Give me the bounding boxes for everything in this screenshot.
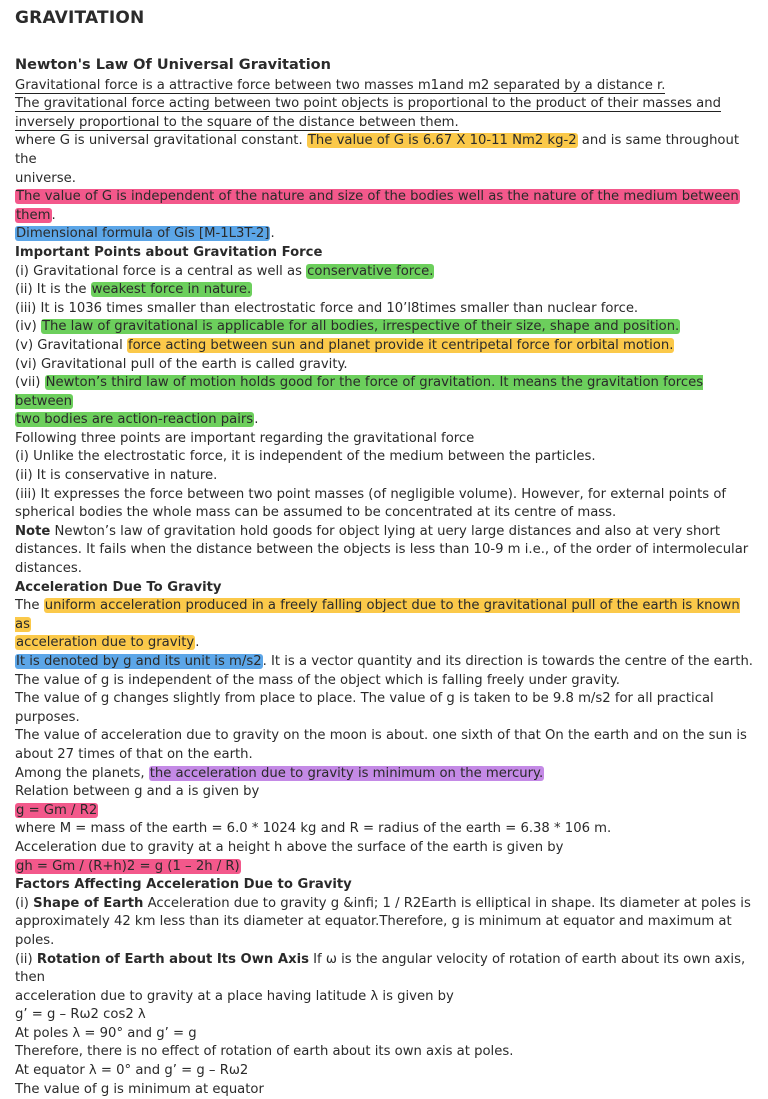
list-item bbox=[15, 263, 753, 282]
paragraph-line bbox=[15, 114, 753, 133]
paragraph-line: purposes. bbox=[15, 709, 80, 725]
text: (ii) It is the bbox=[15, 282, 91, 298]
formula-line bbox=[15, 802, 753, 821]
text: (ii) bbox=[15, 951, 37, 967]
paragraph-line: The value of g is minimum at equator bbox=[15, 1081, 264, 1097]
underlined-text: inversely proportional to the square of the distance between them. bbox=[15, 114, 459, 130]
paragraph-line bbox=[15, 653, 753, 672]
paragraph-line bbox=[15, 132, 753, 169]
text: Among the planets, bbox=[15, 765, 149, 781]
note-label: Note bbox=[15, 523, 51, 539]
list-item: (ii) It is conservative in nature. bbox=[15, 468, 218, 484]
paragraph-line: The value of g changes slightly from place to place. The value of g is taken to be 9.8 m/s2 for all practical bbox=[15, 691, 714, 707]
list-item: (iii) It is 1036 times smaller than electrostatic force and 10’l8times smaller than nuclear force. bbox=[15, 300, 639, 316]
section-heading-important-points: Important Points about Gravitation Force bbox=[15, 244, 323, 260]
paragraph-line bbox=[15, 225, 753, 244]
highlight-pink: them bbox=[16, 207, 51, 223]
highlight-blue: It is denoted by g and its unit is m/s2 bbox=[16, 654, 262, 669]
text: where G is universal gravitational constant. bbox=[15, 133, 307, 149]
paragraph-line bbox=[15, 77, 753, 96]
list-item bbox=[15, 337, 753, 356]
text: and is same throughout the bbox=[15, 133, 740, 167]
paragraph-line: At equator λ = 0° and g’ = g – Rω2 bbox=[15, 1063, 249, 1079]
text: . bbox=[270, 226, 275, 242]
highlight-yellow: acceleration due to gravity bbox=[16, 635, 195, 651]
page-title: GRAVITATION bbox=[15, 8, 145, 28]
highlight-yellow: uniform acceleration produced in a freely falling object due to the gravitational pull of the earth is known as bbox=[15, 598, 740, 632]
text: . It is a vector quantity and its direction is towards the centre of the earth. bbox=[262, 654, 753, 669]
paragraph-line: Relation between g and a is given by bbox=[15, 784, 260, 800]
list-item bbox=[15, 895, 753, 914]
highlight-yellow: The value of G is 6.67 X 10-11 Nm2 kg-2 bbox=[307, 133, 577, 149]
highlight-blue: Dimensional formula of Gis [M-1L3T-2] bbox=[16, 226, 270, 242]
paragraph-line bbox=[15, 188, 753, 207]
paragraph-line: Acceleration due to gravity at a height h above the surface of the earth is given by bbox=[15, 839, 564, 855]
list-item: (vi) Gravitational pull of the earth is called gravity. bbox=[15, 356, 348, 372]
text: (iv) bbox=[15, 319, 41, 335]
text: The bbox=[15, 598, 44, 614]
paragraph-line bbox=[15, 634, 753, 653]
formula-line: g’ = g – Rω2 cos2 λ bbox=[15, 1007, 146, 1023]
list-item: (i) Unlike the electrostatic force, it is independent of the medium between the particles. bbox=[15, 449, 596, 465]
highlight-pink: The value of G is independent of the nature and size of the bodies well as the nature of the medium between bbox=[16, 189, 739, 205]
paragraph-line: Therefore, there is no effect of rotation of earth about its own axis at poles. bbox=[15, 1044, 514, 1060]
formula-gh-highlight: gh = Gm / (R+h)2 = g (1 – 2h / R) bbox=[16, 858, 240, 874]
note-line: distances. bbox=[15, 561, 82, 577]
section-heading-newtons-law: Newton's Law Of Universal Gravitation bbox=[15, 57, 331, 73]
list-item bbox=[15, 411, 753, 430]
list-item bbox=[15, 318, 753, 337]
formula-g-highlight: g = Gm / R2 bbox=[16, 802, 98, 818]
highlight-green: conservative force. bbox=[307, 263, 434, 279]
text: . bbox=[195, 635, 200, 651]
highlight-green: Newton’s third law of motion holds good for the force of gravitation. It means the gravitation forces between bbox=[15, 375, 704, 409]
paragraph-line: At poles λ = 90° and g’ = g bbox=[15, 1025, 197, 1041]
list-item bbox=[15, 951, 753, 988]
highlight-purple: the acceleration due to gravity is minimum on the mercury. bbox=[149, 765, 544, 781]
list-item bbox=[15, 281, 753, 300]
highlight-green: two bodies are action-reaction pairs bbox=[16, 412, 254, 428]
underlined-text: Gravitational force is a attractive force between two masses m1and m2 separated by a distance r. bbox=[15, 77, 666, 93]
bold-term: Rotation of Earth about Its Own Axis bbox=[36, 951, 309, 967]
paragraph-line: universe. bbox=[15, 170, 76, 186]
text: (i) bbox=[15, 895, 34, 911]
paragraph-line: The value of acceleration due to gravity on the moon is about. one sixth of that On the earth and on the sun is bbox=[15, 728, 747, 744]
paragraph-line bbox=[15, 597, 753, 634]
note-line bbox=[15, 523, 753, 542]
text: (v) Gravitational bbox=[15, 337, 127, 353]
highlight-green: The law of gravitational is applicable for all bodies, irrespective of their size, shape and position. bbox=[41, 319, 680, 335]
paragraph-line: where M = mass of the earth = 6.0 * 1024 kg and R = radius of the earth = 6.38 * 106 m. bbox=[15, 821, 612, 837]
list-item: approximately 42 km less than its diameter at equator.Therefore, g is minimum at equator and maximum at poles. bbox=[15, 914, 732, 948]
list-item: spherical bodies the whole mass can be assumed to be concentrated at its centre of mass. bbox=[15, 505, 617, 521]
highlight-green: weakest force in nature. bbox=[91, 282, 252, 298]
list-item: (iii) It expresses the force between two point masses (of negligible volume). However, for external points of bbox=[15, 486, 727, 502]
paragraph-line: Following three points are important regarding the gravitational force bbox=[15, 430, 475, 446]
text: . bbox=[51, 207, 56, 223]
bold-term: Shape of Earth bbox=[33, 895, 144, 911]
list-item: acceleration due to gravity at a place having latitude λ is given by bbox=[15, 988, 454, 1004]
text: Newton’s law of gravitation hold goods for object lying at uery large distances and also at very short bbox=[50, 523, 721, 539]
section-heading-acceleration: Acceleration Due To Gravity bbox=[15, 579, 222, 595]
text: (vii) bbox=[15, 375, 45, 391]
paragraph-line bbox=[15, 207, 753, 226]
text: If ω is the angular velocity of rotation of earth about its own axis, then bbox=[15, 951, 746, 986]
paragraph-line: The value of g is independent of the mass of the object which is falling freely under gravity. bbox=[15, 672, 620, 688]
text: . bbox=[254, 412, 259, 428]
paragraph-line bbox=[15, 765, 753, 784]
formula-line bbox=[15, 858, 753, 877]
section-heading-factors: Factors Affecting Acceleration Due to Gravity bbox=[15, 877, 352, 893]
list-item bbox=[15, 374, 753, 411]
paragraph-line: about 27 times of that on the earth. bbox=[15, 746, 253, 762]
highlight-yellow: force acting between sun and planet provide it centripetal force for orbital motion. bbox=[127, 337, 674, 353]
underlined-text: The gravitational force acting between two point objects is proportional to the product of their masses and bbox=[15, 96, 721, 112]
paragraph-line bbox=[15, 95, 753, 114]
note-line: distances. It fails when the distance between the objects is less than 10-9 m i.e., of the order of intermolecular bbox=[15, 542, 749, 558]
text: Acceleration due to gravity g &infi; 1 / R2Earth is elliptical in shape. Its diameter at poles is bbox=[143, 895, 751, 911]
text: (i) Gravitational force is a central as well as bbox=[15, 263, 307, 279]
